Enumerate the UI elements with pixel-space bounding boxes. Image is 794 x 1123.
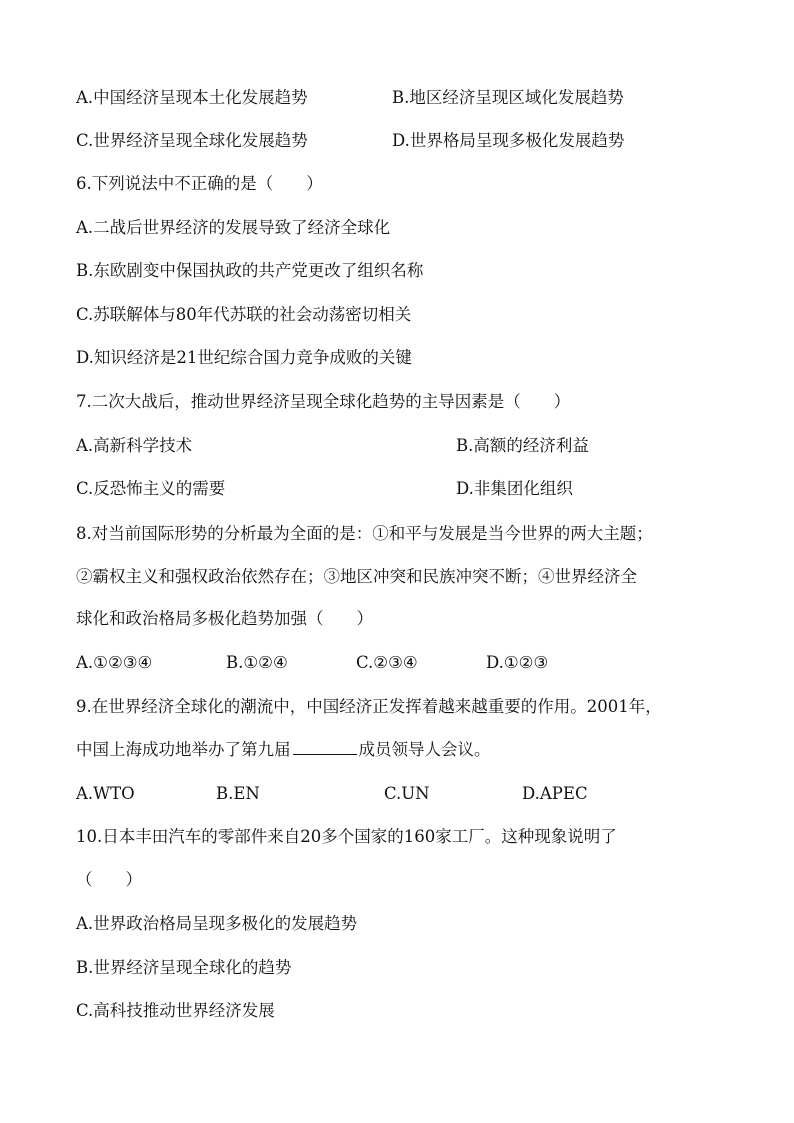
q7-option-a: A.高新科学技术 (76, 436, 193, 455)
q5-option-a: A.中国经济呈现本土化发展趋势 (76, 88, 308, 107)
q9-option-b: B.EN (216, 784, 260, 803)
q9-stem-before-blank: 中国上海成功地举办了第九届 (76, 740, 291, 759)
q5-option-d: D.世界格局呈现多极化发展趋势 (392, 131, 625, 150)
q8-option-b: B.①②④ (226, 653, 288, 672)
q10-stem-line2: （ ） (76, 870, 142, 889)
q5-option-b: B.地区经济呈现区域化发展趋势 (392, 88, 624, 107)
q9-option-c: C.UN (384, 784, 430, 803)
q7-option-b: B.高额的经济利益 (456, 436, 589, 455)
q8-stem-line1: 8.对当前国际形势的分析最为全面的是：①和平与发展是当今世界的两大主题； (76, 524, 653, 543)
q9-stem-after-blank: 成员领导人会议。 (358, 740, 491, 759)
q6-option-a: A.二战后世界经济的发展导致了经济全球化 (76, 218, 391, 237)
q10-option-a: A.世界政治格局呈现多极化的发展趋势 (76, 914, 358, 933)
q10-option-b: B.世界经济呈现全球化的趋势 (76, 958, 292, 977)
q9-option-d: D.APEC (522, 784, 588, 803)
q8-option-a: A.①②③④ (76, 653, 153, 672)
q7-option-c: C.反恐怖主义的需要 (76, 479, 226, 498)
q6-stem: 6.下列说法中不正确的是（ ） (76, 174, 323, 193)
q9-stem-line1: 9.在世界经济全球化的潮流中，中国经济正发挥着越来越重要的作用。2001年， (76, 697, 662, 716)
q6-option-c: C.苏联解体与80年代苏联的社会动荡密切相关 (76, 305, 412, 324)
q5-option-c: C.世界经济呈现全球化发展趋势 (76, 131, 308, 150)
q6-option-d: D.知识经济是21世纪综合国力竞争成败的关键 (76, 348, 412, 367)
q8-stem-line3: 球化和政治格局多极化趋势加强（ ） (76, 609, 373, 628)
q8-option-d: D.①②③ (486, 653, 549, 672)
q10-option-c: C.高科技推动世界经济发展 (76, 1001, 275, 1020)
q8-option-c: C.②③④ (356, 653, 418, 672)
q9-answer-blank[interactable] (293, 740, 357, 755)
q9-stem-line2 (76, 739, 491, 761)
q9-option-a: A.WTO (76, 784, 135, 803)
q10-stem-line1: 10.日本丰田汽车的零部件来自20多个国家的160家工厂。这种现象说明了 (76, 827, 617, 846)
q6-option-b: B.东欧剧变中保国执政的共产党更改了组织名称 (76, 261, 424, 280)
q7-stem: 7.二次大战后，推动世界经济呈现全球化趋势的主导因素是（ ） (76, 392, 571, 411)
q8-stem-line2: ②霸权主义和强权政治依然存在；③地区冲突和民族冲突不断；④世界经济全 (76, 567, 637, 586)
q7-option-d: D.非集团化组织 (456, 479, 573, 498)
